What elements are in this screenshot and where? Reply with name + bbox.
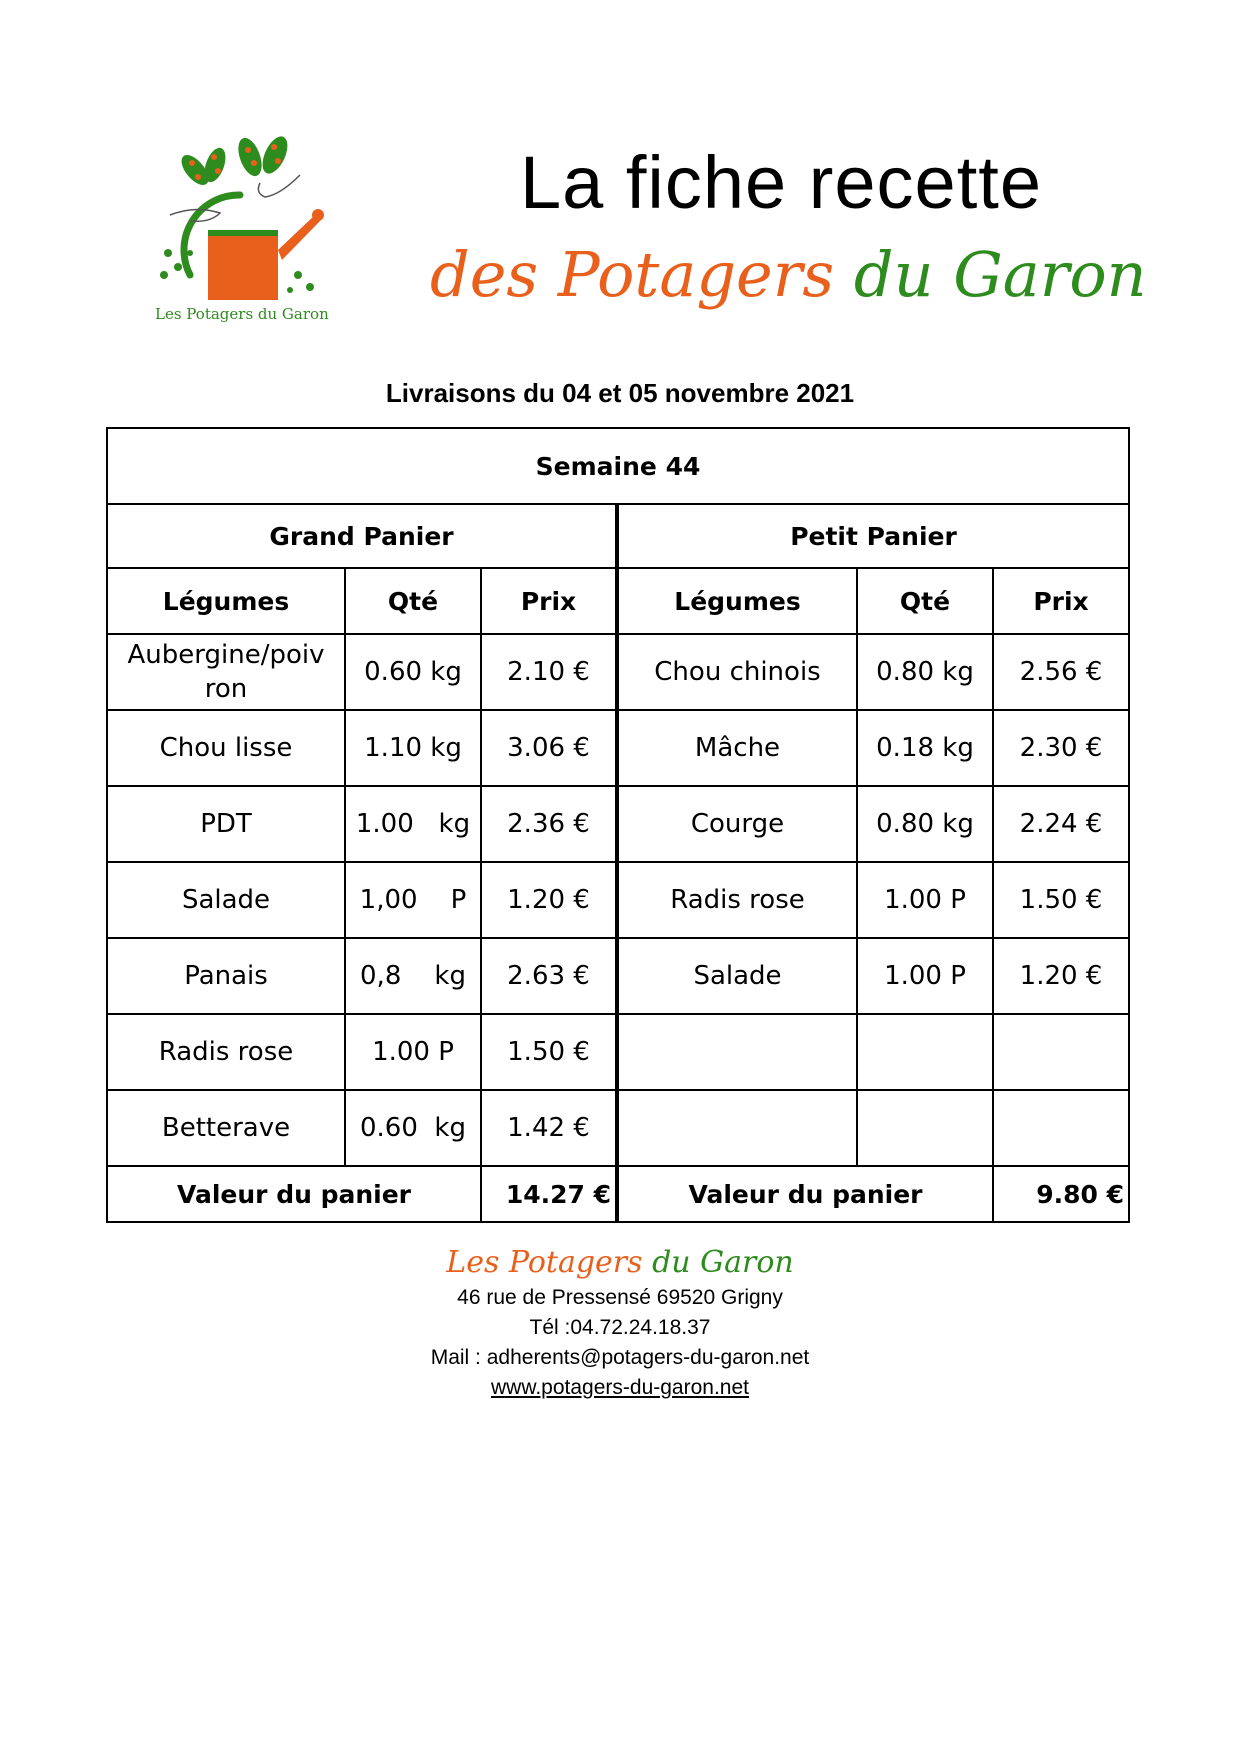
grand-legume: Radis rose bbox=[107, 1014, 345, 1090]
table-row bbox=[107, 1090, 1129, 1166]
footer-phone: Tél :04.72.24.18.37 bbox=[529, 1316, 711, 1339]
petit-legume bbox=[617, 1014, 857, 1090]
table-row bbox=[107, 862, 1129, 938]
footer-brand-green: du Garon bbox=[652, 1245, 794, 1280]
grand-legume: Salade bbox=[107, 862, 345, 938]
petit-legume: Radis rose bbox=[617, 862, 857, 938]
grand-prix: 1.50 € bbox=[481, 1014, 617, 1090]
table-row bbox=[107, 1014, 1129, 1090]
petit-panier-title: Petit Panier bbox=[617, 504, 1129, 568]
subtitle-part-orange: des Potagers bbox=[430, 238, 835, 311]
grand-prix: 1.20 € bbox=[481, 862, 617, 938]
petit-legume: Mâche bbox=[617, 710, 857, 786]
logo-caption: Les Potagers du Garon bbox=[155, 305, 329, 323]
petit-legume: Courge bbox=[617, 786, 857, 862]
petit-prix: 1.20 € bbox=[993, 938, 1129, 1014]
grand-qte: 0.60 kg bbox=[345, 1090, 481, 1166]
col-legumes-petit: Légumes bbox=[617, 568, 857, 634]
footer-mail[interactable]: Mail : adherents@potagers-du-garon.net bbox=[430, 1346, 810, 1369]
grand-legume: Aubergine/poiv ron bbox=[107, 634, 345, 710]
petit-total-label: Valeur du panier bbox=[617, 1166, 993, 1222]
week-label: Semaine 44 bbox=[107, 428, 1129, 504]
grand-legume: Panais bbox=[107, 938, 345, 1014]
petit-qte: 0.80 kg bbox=[857, 786, 993, 862]
petit-qte bbox=[857, 1090, 993, 1166]
col-legumes-grand: Légumes bbox=[107, 568, 345, 634]
petit-legume: Chou chinois bbox=[617, 634, 857, 710]
table-row bbox=[107, 710, 1129, 786]
petit-prix bbox=[993, 1014, 1129, 1090]
footer bbox=[0, 1245, 1240, 1400]
petit-legume bbox=[617, 1090, 857, 1166]
footer-website-link[interactable]: www.potagers-du-garon.net bbox=[491, 1376, 749, 1399]
grand-prix: 3.06 € bbox=[481, 710, 617, 786]
petit-legume: Salade bbox=[617, 938, 857, 1014]
petit-prix: 2.56 € bbox=[993, 634, 1129, 710]
grand-prix: 2.36 € bbox=[481, 786, 617, 862]
grand-total-value: 14.27 € bbox=[481, 1166, 617, 1222]
grand-legume: PDT bbox=[107, 786, 345, 862]
basket-table bbox=[106, 427, 1130, 1223]
petit-total-value: 9.80 € bbox=[993, 1166, 1129, 1222]
petit-qte: 1.00 P bbox=[857, 862, 993, 938]
grand-prix: 1.42 € bbox=[481, 1090, 617, 1166]
footer-brand-orange: Les Potagers bbox=[446, 1245, 643, 1280]
grand-qte: 1,00 P bbox=[345, 862, 481, 938]
grand-panier-title: Grand Panier bbox=[107, 504, 617, 568]
col-qte-grand: Qté bbox=[345, 568, 481, 634]
grand-total-label: Valeur du panier bbox=[107, 1166, 481, 1222]
subtitle-part-green: du Garon bbox=[853, 238, 1147, 311]
page-subtitle bbox=[430, 238, 1147, 311]
petit-prix: 2.24 € bbox=[993, 786, 1129, 862]
petit-qte: 0.18 kg bbox=[857, 710, 993, 786]
col-qte-petit: Qté bbox=[857, 568, 993, 634]
col-prix-grand: Prix bbox=[481, 568, 617, 634]
grand-qte: 0,8 kg bbox=[345, 938, 481, 1014]
grand-legume: Chou lisse bbox=[107, 710, 345, 786]
grand-qte: 1.00 P bbox=[345, 1014, 481, 1090]
petit-qte: 0.80 kg bbox=[857, 634, 993, 710]
petit-qte bbox=[857, 1014, 993, 1090]
petit-qte: 1.00 P bbox=[857, 938, 993, 1014]
table-row bbox=[107, 786, 1129, 862]
footer-brand bbox=[0, 1245, 1240, 1280]
grand-qte: 0.60 kg bbox=[345, 634, 481, 710]
table-row bbox=[107, 938, 1129, 1014]
table-row bbox=[107, 634, 1129, 710]
petit-prix: 2.30 € bbox=[993, 710, 1129, 786]
grand-qte: 1.00 kg bbox=[345, 786, 481, 862]
petit-prix: 1.50 € bbox=[993, 862, 1129, 938]
page-title: La fiche recette bbox=[520, 141, 1042, 224]
delivery-title: Livraisons du 04 et 05 novembre 2021 bbox=[385, 378, 855, 408]
grand-prix: 2.10 € bbox=[481, 634, 617, 710]
footer-address: 46 rue de Pressensé 69520 Grigny bbox=[457, 1286, 783, 1309]
grand-legume: Betterave bbox=[107, 1090, 345, 1166]
petit-prix bbox=[993, 1090, 1129, 1166]
col-prix-petit: Prix bbox=[993, 568, 1129, 634]
grand-prix: 2.63 € bbox=[481, 938, 617, 1014]
grand-qte: 1.10 kg bbox=[345, 710, 481, 786]
